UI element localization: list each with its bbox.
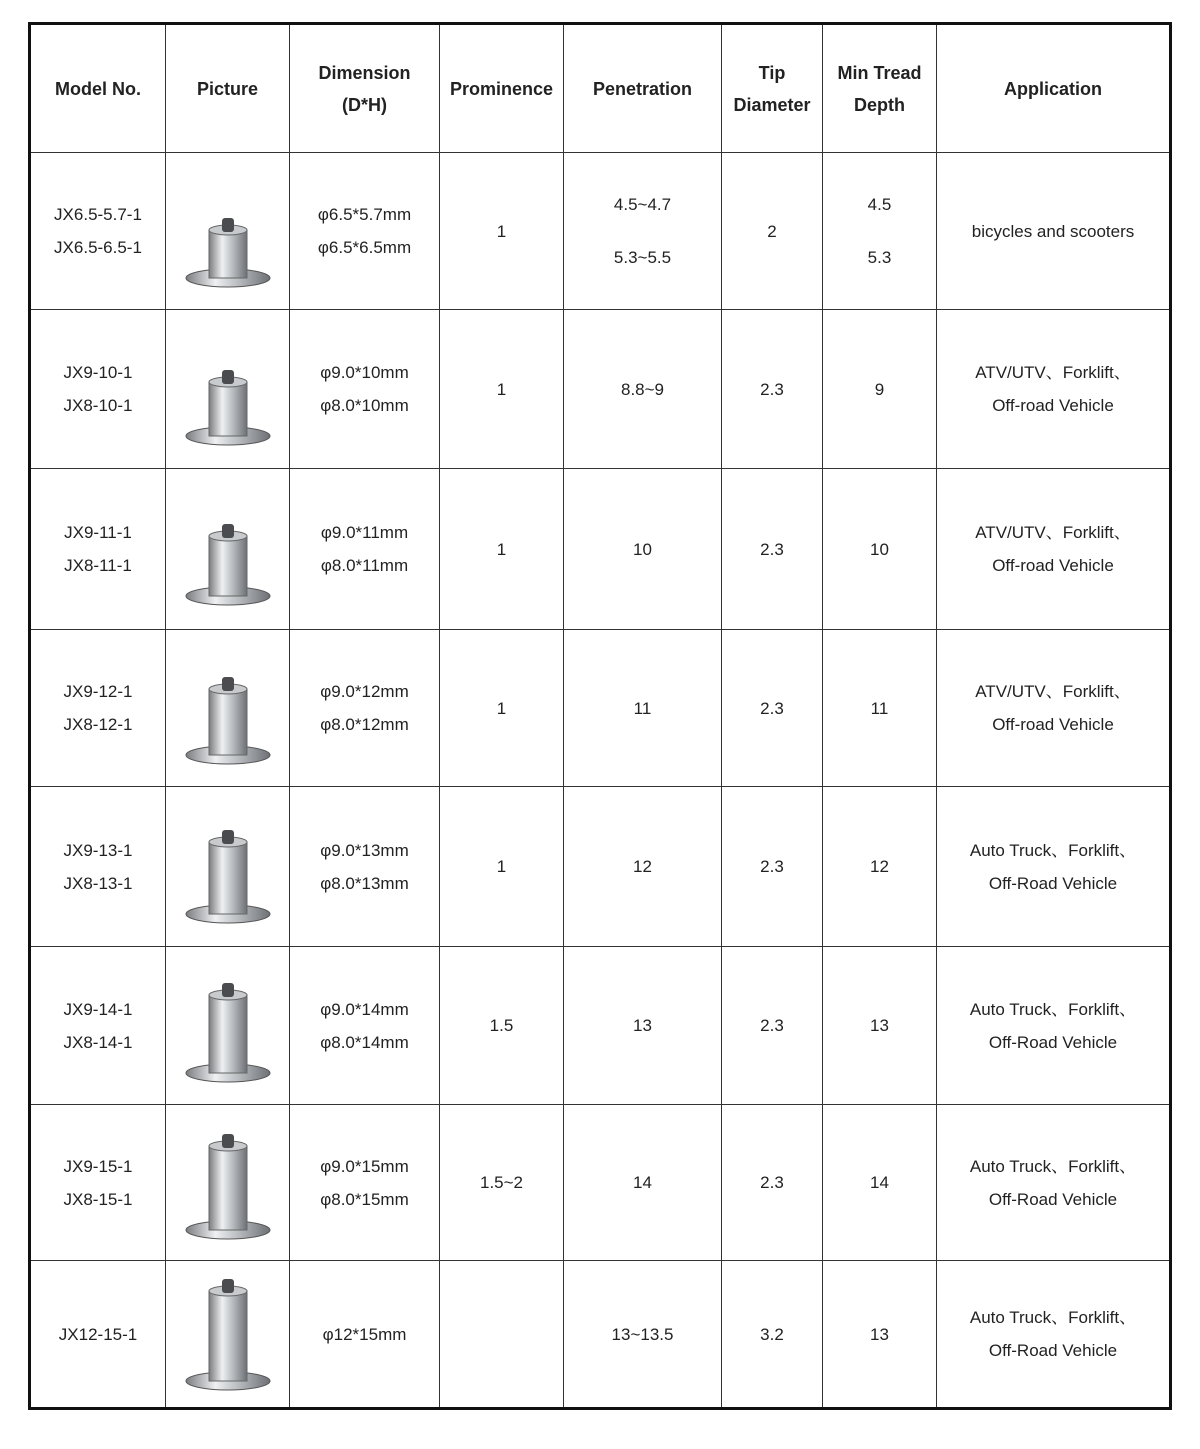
application-line: Auto Truck、Forklift、: [969, 1156, 1137, 1176]
dimension-value: φ9.0*12mm: [320, 682, 409, 701]
cell-prominence: 1.5: [440, 947, 564, 1105]
cell-tread: [823, 787, 937, 947]
table-row: [30, 153, 1171, 310]
cell-tip: 3.2: [722, 1261, 823, 1409]
cell-penetration: [564, 947, 722, 1105]
cell-tread: [823, 630, 937, 787]
table-row: [30, 310, 1171, 469]
dimension-value: φ9.0*15mm: [320, 1156, 409, 1176]
cell-application: [937, 1105, 1171, 1261]
model-number: JX9-10-1: [63, 363, 133, 382]
cell-model: [30, 1105, 166, 1261]
cell-dimension: [290, 1105, 440, 1261]
tread-value: 4.5: [867, 195, 892, 214]
dimension-value: φ8.0*14mm: [320, 1032, 409, 1052]
header-penetration: Penetration: [564, 24, 722, 153]
cell-dimension: [290, 469, 440, 630]
cell-model: [30, 153, 166, 310]
model-number: JX8-13-1: [63, 873, 133, 893]
model-number: JX8-10-1: [63, 396, 133, 415]
cell-tip: 2.3: [722, 310, 823, 469]
dimension-value: φ8.0*11mm: [320, 556, 409, 575]
model-number: JX8-11-1: [64, 556, 132, 575]
model-number: JX9-13-1: [63, 840, 133, 860]
stud-icon: [178, 168, 278, 294]
tread-value: 11: [870, 698, 889, 718]
stud-icon: [178, 963, 278, 1089]
application-line: Off-Road Vehicle: [988, 1032, 1118, 1052]
cell-dimension: [290, 1261, 440, 1409]
header-row: [30, 24, 1171, 153]
cell-tip: 2.3: [722, 630, 823, 787]
cell-penetration: [564, 630, 722, 787]
penetration-value: 13: [633, 1016, 652, 1035]
cell-tread: [823, 947, 937, 1105]
cell-picture: [166, 787, 290, 947]
table-row: [30, 469, 1171, 630]
cell-tip: 2.3: [722, 469, 823, 630]
penetration-value: 8.8~9: [620, 379, 664, 399]
cell-application: [937, 630, 1171, 787]
application-line: Auto Truck、Forklift、: [969, 1308, 1137, 1327]
model-number: JX8-14-1: [63, 1032, 133, 1052]
tread-value: 12: [870, 857, 889, 876]
cell-model: [30, 1261, 166, 1409]
cell-picture: [166, 310, 290, 469]
cell-picture: [166, 1105, 290, 1261]
stud-icon: [178, 486, 278, 612]
application-line: Off-Road Vehicle: [988, 1341, 1118, 1360]
table-row: [30, 630, 1171, 787]
cell-application: [937, 787, 1171, 947]
dimension-value: φ9.0*10mm: [320, 363, 409, 382]
cell-picture: [166, 469, 290, 630]
stud-icon: [178, 326, 278, 452]
cell-picture: [166, 1261, 290, 1409]
tread-value: 14: [870, 1173, 889, 1192]
cell-application: [937, 1261, 1171, 1409]
dimension-value: φ8.0*12mm: [320, 715, 409, 734]
stud-icon: [178, 1271, 278, 1397]
cell-prominence: 1: [440, 310, 564, 469]
cell-model: [30, 310, 166, 469]
spec-table: [28, 22, 1172, 1410]
header-tip-line: Tip: [758, 62, 786, 83]
dimension-value: φ8.0*13mm: [320, 873, 409, 893]
cell-picture: [166, 630, 290, 787]
stud-icon: [178, 1120, 278, 1246]
cell-penetration: [564, 310, 722, 469]
dimension-value: φ9.0*13mm: [320, 840, 409, 860]
stud-icon: [178, 804, 278, 930]
cell-tip: 2.3: [722, 787, 823, 947]
application-line: Off-Road Vehicle: [988, 1189, 1118, 1209]
header-model: Model No.: [30, 24, 166, 153]
table-row: [30, 1261, 1171, 1409]
cell-tread: [823, 153, 937, 310]
model-number: JX9-11-1: [64, 523, 132, 542]
penetration-value: 10: [633, 539, 652, 559]
application-line: Off-road Vehicle: [992, 715, 1114, 734]
penetration-value: 13~13.5: [611, 1324, 674, 1344]
tread-value: 9: [874, 379, 885, 399]
cell-penetration: [564, 469, 722, 630]
cell-model: [30, 630, 166, 787]
cell-prominence: 1: [440, 787, 564, 947]
table-row: [30, 787, 1171, 947]
model-number: JX6.5-5.7-1: [54, 205, 142, 224]
cell-tread: [823, 469, 937, 630]
stud-icon: [178, 645, 278, 771]
application-line: Off-road Vehicle: [992, 396, 1114, 415]
tread-value: 5.3: [867, 248, 892, 267]
cell-picture: [166, 153, 290, 310]
cell-penetration: [564, 153, 722, 310]
dimension-value: φ6.5*5.7mm: [317, 205, 412, 224]
model-number: JX12-15-1: [58, 1324, 138, 1344]
model-number: JX9-12-1: [63, 682, 133, 701]
cell-model: [30, 469, 166, 630]
cell-model: [30, 947, 166, 1105]
penetration-value: 11: [633, 698, 652, 718]
cell-prominence: 1.5~2: [440, 1105, 564, 1261]
header-tread-line: Depth: [854, 94, 905, 115]
table-row: [30, 1105, 1171, 1261]
cell-prominence: 1: [440, 630, 564, 787]
header-picture: Picture: [166, 24, 290, 153]
application-line: Auto Truck、Forklift、: [969, 840, 1137, 860]
application-line: bicycles and scooters: [971, 221, 1135, 241]
cell-application: [937, 310, 1171, 469]
header-dimension: [290, 24, 440, 153]
penetration-value: 12: [633, 857, 652, 876]
application-line: Off-Road Vehicle: [988, 873, 1118, 893]
cell-tread: [823, 310, 937, 469]
dimension-value: φ9.0*14mm: [320, 999, 409, 1019]
header-prominence: Prominence: [440, 24, 564, 153]
cell-penetration: [564, 787, 722, 947]
cell-dimension: [290, 947, 440, 1105]
tread-value: 13: [870, 1324, 889, 1344]
application-line: Off-road Vehicle: [992, 556, 1114, 575]
tread-value: 13: [870, 1016, 889, 1035]
cell-tip: 2.3: [722, 1105, 823, 1261]
model-number: JX8-15-1: [63, 1189, 133, 1209]
dimension-value: φ8.0*10mm: [320, 396, 409, 415]
cell-tread: [823, 1105, 937, 1261]
dimension-value: φ12*15mm: [322, 1324, 407, 1344]
header-tread-line: Min Tread: [837, 62, 922, 83]
header-dimension-line: (D*H): [342, 94, 387, 115]
cell-dimension: [290, 630, 440, 787]
penetration-value: 14: [633, 1173, 652, 1192]
tread-value: 10: [870, 539, 889, 559]
cell-prominence: [440, 1261, 564, 1409]
cell-application: [937, 947, 1171, 1105]
cell-dimension: [290, 153, 440, 310]
application-line: ATV/UTV、Forklift、: [975, 682, 1131, 701]
cell-penetration: [564, 1261, 722, 1409]
header-tip: [722, 24, 823, 153]
application-line: ATV/UTV、Forklift、: [975, 523, 1131, 542]
cell-application: [937, 469, 1171, 630]
header-tread: [823, 24, 937, 153]
application-line: Auto Truck、Forklift、: [969, 999, 1137, 1019]
cell-model: [30, 787, 166, 947]
model-number: JX6.5-6.5-1: [54, 238, 142, 257]
table-row: [30, 947, 1171, 1105]
penetration-value: 4.5~4.7: [613, 195, 672, 214]
cell-penetration: [564, 1105, 722, 1261]
header-tip-line: Diameter: [733, 94, 811, 115]
cell-prominence: 1: [440, 153, 564, 310]
cell-dimension: [290, 787, 440, 947]
cell-picture: [166, 947, 290, 1105]
application-line: ATV/UTV、Forklift、: [975, 363, 1131, 382]
cell-tip: 2.3: [722, 947, 823, 1105]
cell-tread: [823, 1261, 937, 1409]
dimension-value: φ8.0*15mm: [320, 1189, 409, 1209]
cell-application: [937, 153, 1171, 310]
dimension-value: φ6.5*6.5mm: [317, 238, 412, 257]
model-number: JX9-14-1: [63, 999, 133, 1019]
dimension-value: φ9.0*11mm: [320, 523, 409, 542]
penetration-value: 5.3~5.5: [613, 248, 672, 267]
model-number: JX8-12-1: [63, 715, 133, 734]
cell-dimension: [290, 310, 440, 469]
model-number: JX9-15-1: [63, 1156, 133, 1176]
cell-prominence: 1: [440, 469, 564, 630]
cell-tip: 2: [722, 153, 823, 310]
header-application: Application: [937, 24, 1171, 153]
header-dimension-line: Dimension: [318, 62, 411, 83]
